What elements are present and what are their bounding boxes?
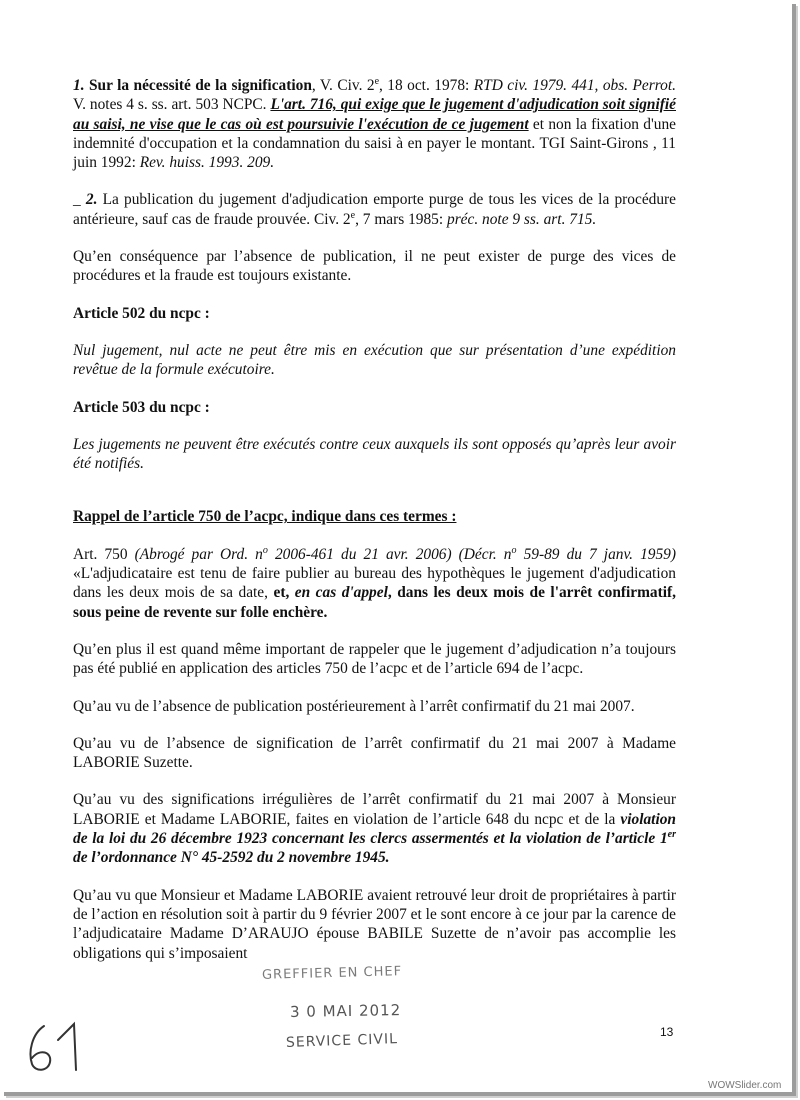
superscript: e (350, 209, 356, 221)
note-number: 2. (85, 191, 98, 209)
bold-span: et, (273, 584, 295, 602)
citation: 59-89 du 7 janv. 1959) (516, 545, 676, 563)
paragraph-au-vu-2: Qu’au vu de l’absence de signification de l’arrêt confirmatif du 21 mai 2007 à Madame LABORIE Suzette. (73, 734, 676, 772)
paragraph-note-2 (73, 190, 676, 229)
bold-italic-span: en cas d'appel (294, 584, 388, 602)
page-number: 13 (660, 1025, 674, 1039)
superscript: o (262, 544, 268, 556)
text-span: et non la fixation d'une indemnité d'occupation et la condamnation du saisi à en payer le montant. TGI Saint-Girons , 11 juin 1992: (73, 115, 676, 172)
citation: Rev. huiss. 1993. 209. (139, 154, 275, 172)
citation: RTD civ. 1979. 441, obs. Perrot. (473, 77, 676, 94)
superscript: e (374, 75, 380, 87)
text-span: , 7 mars 1985: (355, 210, 447, 228)
note-number: 1. (73, 77, 85, 94)
citation: préc. note 9 ss. art. 715. (447, 210, 597, 228)
heading-article-502: Article 502 du ncpc : (73, 304, 210, 322)
paragraph-en-plus: Qu’en plus il est quand même important de rappeler que le jugement d’adjudication n’a toujours pas été publié en application des articles 750 de l’acpc et de l’article 694 de l’acpc. (73, 640, 676, 678)
superscript: o (511, 544, 517, 556)
dash-marker: _ (73, 191, 86, 209)
text-span: La publication du jugement d'adjudication emporte purge de tous les vices de la procédure antérieure, sauf cas de fraude prouvée. Civ. 2 (73, 191, 677, 228)
paragraph-consequence: Qu’en conséquence par l’absence de publication, il ne peut exister de purge des vices de procédures et la fraude est toujours existante. (73, 248, 676, 285)
handwritten-page-mark (22, 1018, 92, 1078)
article-502-text: Nul jugement, nul acte ne peut être mis en exécution que sur présentation d’une expédition revêtue de la formule exécutoire. (73, 341, 676, 379)
watermark: WOWSlider.com (708, 1080, 782, 1091)
paragraph-au-vu-3 (73, 790, 676, 867)
stamp-service: SERVICE CIVIL (285, 1031, 399, 1051)
paragraph-au-vu-4: Qu’au vu que Monsieur et Madame LABORIE avaient retrouvé leur droit de propriétaires à partir de l’action en résolution soit à partir du 9 février 2007 et le sont encore à ce jour par la carence de l’adjudicataire Madame D’ARAUJO épouse BABILE Suzette de n’avoir pas accomplie les obligations qui s’imposaient (73, 886, 676, 962)
citation: 2006-461 du 21 avr. 2006) (Décr. n (267, 545, 512, 563)
text-span: , 18 oct. 1978: (379, 77, 474, 94)
text-span: , V. Civ. 2 (311, 77, 375, 94)
article-503-text: Les jugements ne peuvent être exécutés contre ceux auxquels ils sont opposés qu’après leur avoir été notifiés. (73, 435, 676, 473)
text-span: «L'adjudicataire est tenu de faire publier au bureau des hypothèques le jugement d'adjudication dans les deux mois de sa date, (73, 565, 676, 602)
paragraph-note-1 (73, 76, 676, 172)
paragraph-au-vu-1: Qu’au vu de l’absence de publication postérieurement à l’arrêt confirmatif du 21 mai 2007. (73, 697, 635, 715)
bold-italic-span: de l’ordonnance N° 45-2592 du 2 novembre 1945. (73, 849, 390, 867)
superscript: er (667, 828, 676, 840)
note-title: Sur la nécessité de la signification (84, 77, 312, 94)
stamp-date: 3 0 MAI 2012 (289, 1001, 402, 1021)
underlined-quote: L'art. 716, qui exige que le jugement d'adjudication soit signifié au saisi, ne vise que le cas où est poursuivie l'exécution de ce jugement (73, 96, 676, 133)
stamp-greffier: GREFFIER EN CHEF (261, 964, 403, 983)
citation: (Abrogé par Ord. n (134, 545, 263, 563)
bold-span: , dans les deux mois de l'arrêt confirmatif, sous peine de revente sur folle enchère. (73, 584, 677, 621)
document-body (73, 76, 676, 981)
article-750-text (73, 545, 676, 622)
bold-italic-span: violation de la loi du 26 décembre 1923 concernant les clercs assermentés et la violation de l’article 1 (73, 810, 676, 848)
text-span: Art. 750 (73, 545, 135, 563)
heading-rappel-750: Rappel de l’article 750 de l’acpc, indique dans ces termes : (73, 508, 457, 526)
text-span: Qu’au vu des significations irrégulières de l’arrêt confirmatif du 21 mai 2007 à Monsieur LABORIE et Madame LABORIE, faites en violation de l’article 648 du ncpc et de la (73, 791, 676, 828)
text-span: V. notes 4 s. ss. art. 503 NCPC. (73, 96, 271, 114)
heading-article-503: Article 503 du ncpc : (73, 398, 210, 416)
